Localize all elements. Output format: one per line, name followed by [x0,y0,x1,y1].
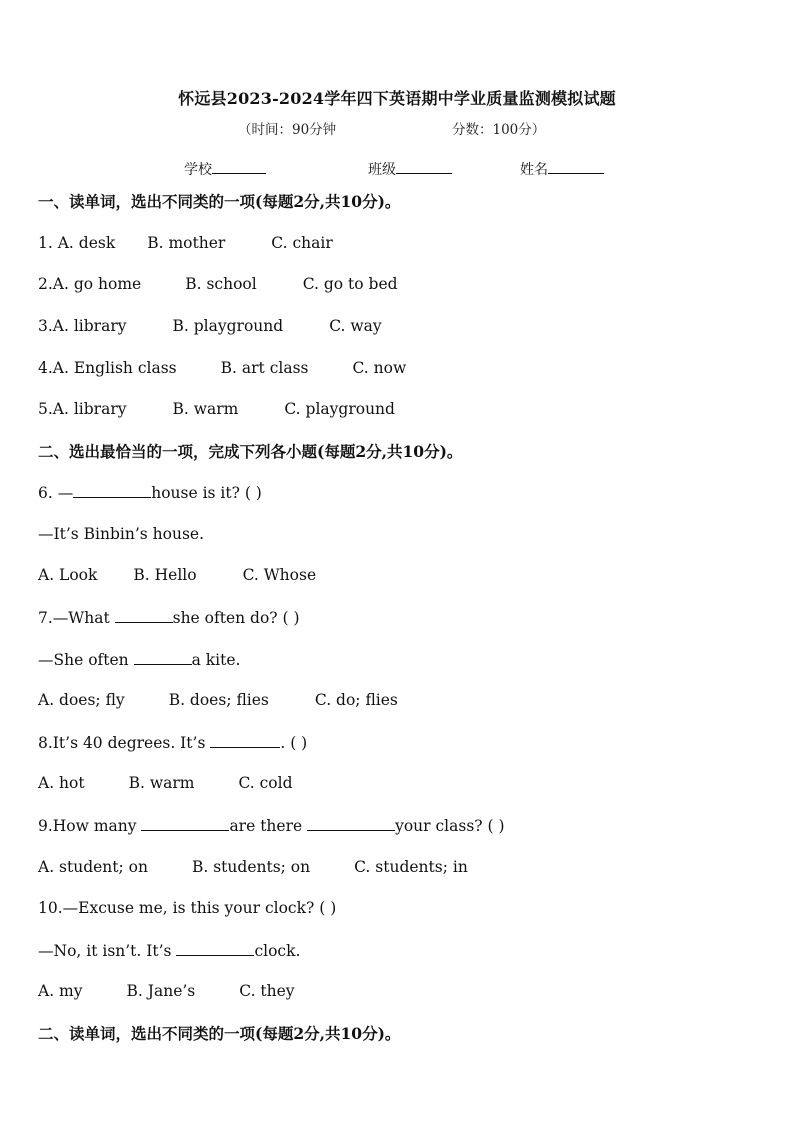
question-6-answer: —It’s Binbin’s house. [38,525,205,543]
question-7-options: A. does; fly B. does; flies C. do; flies [38,691,398,709]
answer-blank [210,733,280,748]
exam-time: （时间：90分钟 [238,122,337,138]
question-2: 2.A. go home B. school C. go to bed [38,275,398,293]
answer-blank [73,483,151,498]
school-field [184,159,266,179]
question-9: 9.How many are there your class? ( ) [38,817,505,835]
class-blank [396,159,452,174]
section-1-heading: 一、读单词，选出不同类的一项(每题2分,共10分)。 [38,192,401,211]
question-1: 1. A. desk B. mother C. chair [38,234,333,252]
answer-blank [141,816,229,831]
school-blank [212,159,266,174]
question-5: 5.A. library B. warm C. playground [38,400,395,418]
answer-blank [115,608,173,623]
exam-title: 怀远县2023-2024学年四下英语期中学业质量监测模拟试题 [178,89,616,108]
exam-score: 分数：100分） [452,122,546,138]
section-2-heading: 二、选出最恰当的一项，完成下列各小题(每题2分,共10分)。 [38,442,463,461]
answer-blank [176,941,254,956]
answer-blank [307,816,395,831]
question-8: 8.It’s 40 degrees. It’s . ( ) [38,734,308,752]
question-6: 6. — house is it? ( ) [38,484,262,502]
class-field [368,159,452,179]
question-10: 10.—Excuse me, is this your clock? ( ) [38,899,337,917]
section-3-heading: 二、读单词，选出不同类的一项(每题2分,共10分)。 [38,1024,401,1043]
question-3: 3.A. library B. playground C. way [38,317,382,335]
answer-blank [134,650,192,665]
name-label: 姓名 [520,162,548,178]
class-label: 班级 [368,162,396,178]
question-4: 4.A. English class B. art class C. now [38,359,407,377]
question-10-answer: —No, it isn’t. It’s clock. [38,942,301,960]
name-blank [548,159,604,174]
question-8-options: A. hot B. warm C. cold [38,774,293,792]
name-field [520,159,604,179]
question-6-options: A. Look B. Hello C. Whose [38,566,317,584]
school-label: 学校 [184,162,212,178]
question-10-options: A. my B. Jane’s C. they [38,982,295,1000]
question-9-options: A. student; on B. students; on C. students; in [38,858,468,876]
question-7: 7.—What she often do? ( ) [38,609,300,627]
question-7-answer: —She often a kite. [38,651,241,669]
